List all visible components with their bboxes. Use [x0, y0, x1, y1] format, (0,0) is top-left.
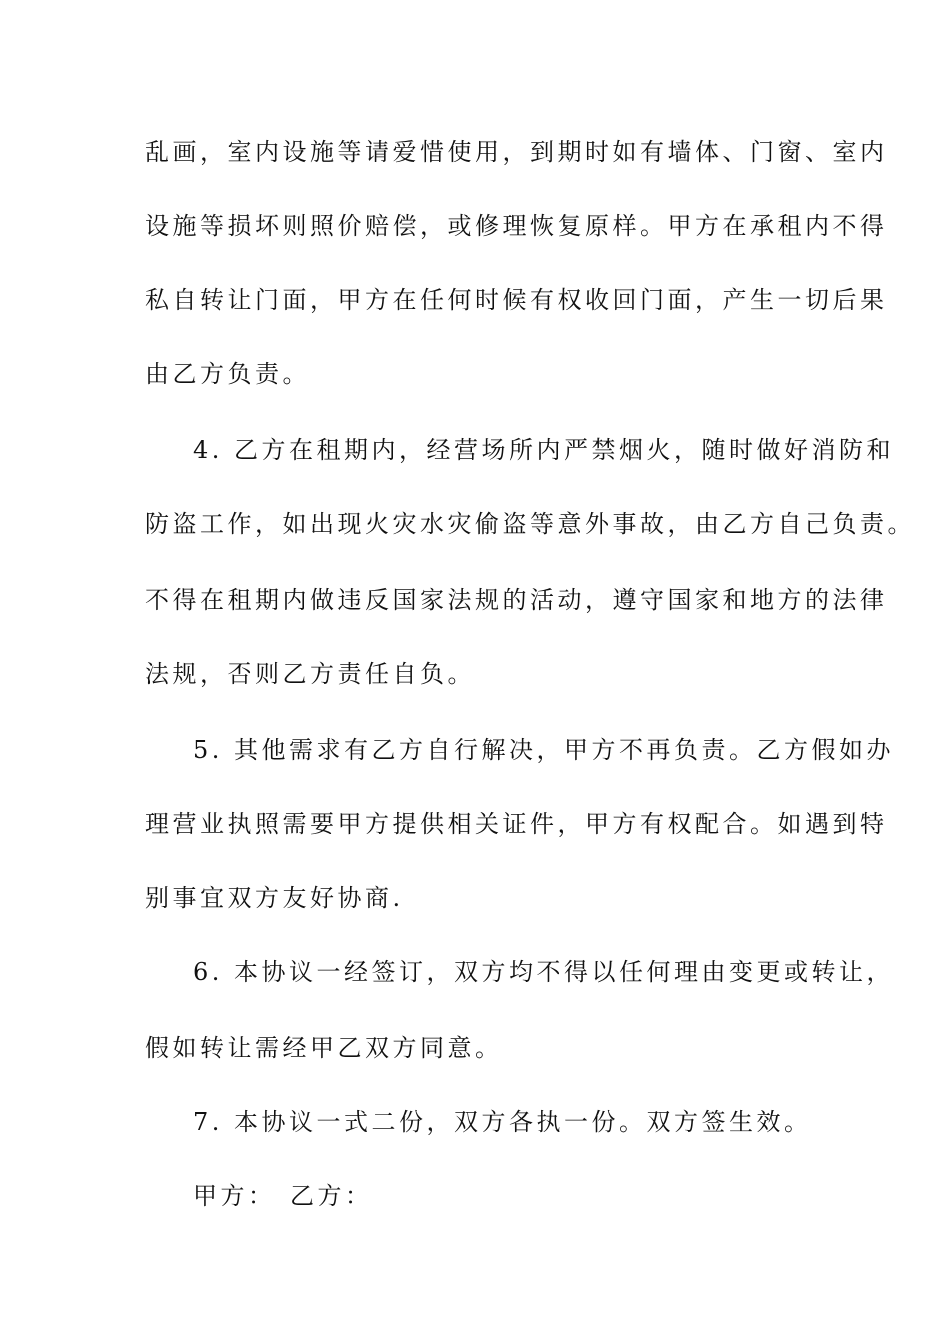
clause-4-line: 4. 乙方在租期内，经营场所内严禁烟火，随时做好消防和	[193, 436, 895, 464]
paragraph-3-line: 设施等损坏则照价赔偿，或修理恢复原样。甲方在承租内不得	[145, 212, 888, 240]
paragraph-3-line: 乱画，室内设施等请爱惜使用，到期时如有墙体、门窗、室内	[145, 138, 888, 166]
clause-6-line: 6. 本协议一经签订，双方均不得以任何理由变更或转让，	[193, 958, 895, 986]
signature-party-b: 乙方：	[290, 1182, 373, 1210]
clause-5-line: 5. 其他需求有乙方自行解决，甲方不再负责。乙方假如办	[193, 736, 895, 764]
clause-4-line: 防盗工作，如出现火灾水灾偷盗等意外事故，由乙方自己负责。	[145, 510, 915, 538]
clause-4-line: 法规，否则乙方责任自负。	[145, 660, 475, 688]
clause-6-line: 假如转让需经甲乙双方同意。	[145, 1034, 503, 1062]
signature-party-a: 甲方：	[193, 1182, 276, 1210]
paragraph-3-line: 私自转让门面，甲方在任何时候有权收回门面，产生一切后果	[145, 286, 888, 314]
clause-5-line: 别事宜双方友好协商.	[145, 884, 404, 912]
paragraph-3-line: 由乙方负责。	[145, 360, 310, 388]
clause-7-line: 7. 本协议一式二份，双方各执一份。双方签生效。	[193, 1108, 812, 1136]
clause-5-line: 理营业执照需要甲方提供相关证件，甲方有权配合。如遇到特	[145, 810, 888, 838]
clause-4-line: 不得在租期内做违反国家法规的活动，遵守国家和地方的法律	[145, 586, 888, 614]
